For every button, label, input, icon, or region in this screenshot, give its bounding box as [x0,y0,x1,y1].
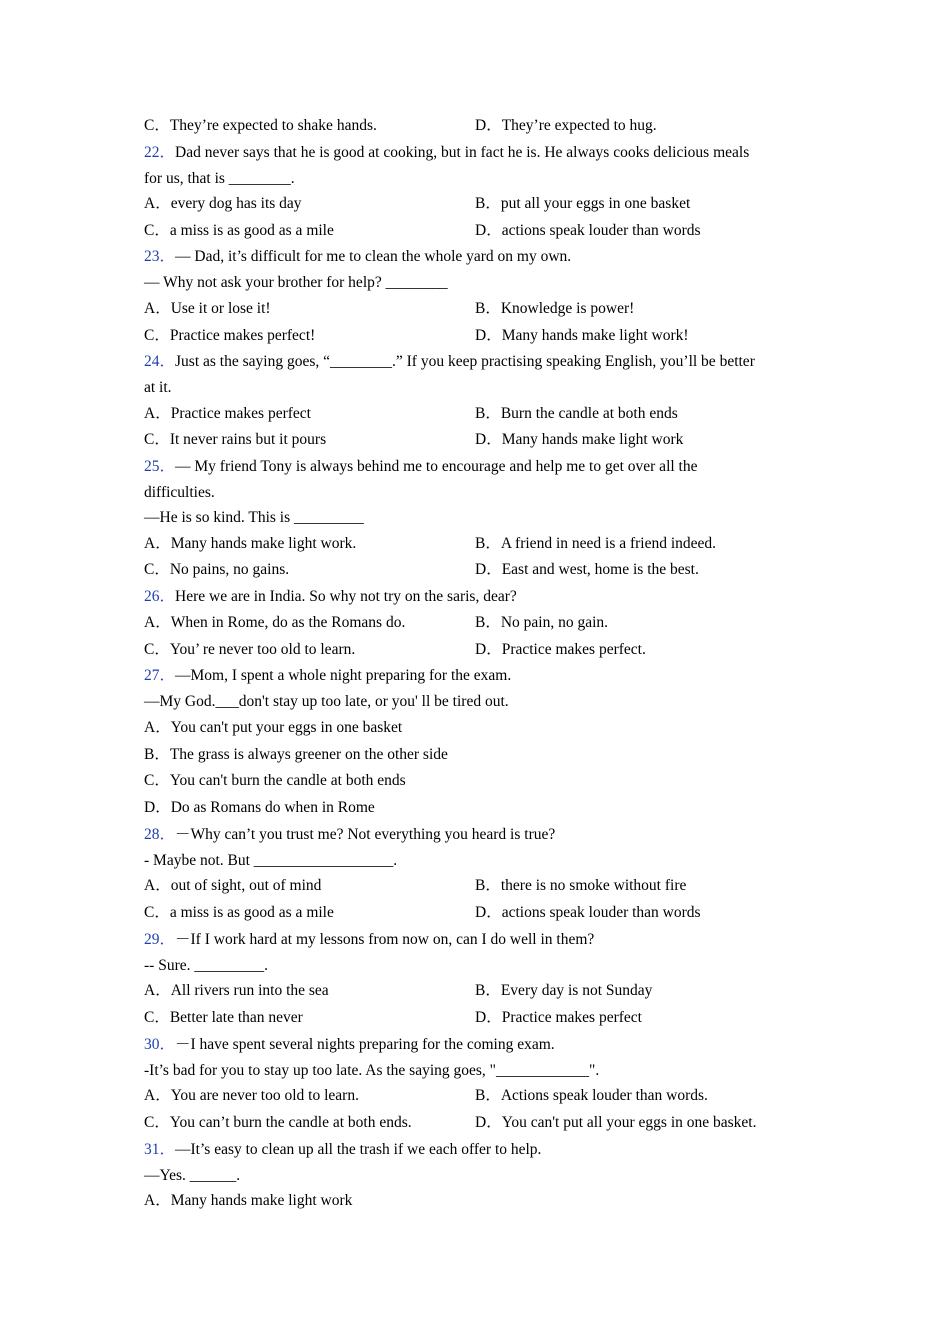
option-b: B．Every day is not Sunday [475,982,653,999]
option-c: C．a miss is as good as a mile [144,904,334,921]
question-stem-line: difficulties. [144,484,215,501]
question-24-stem: 24．Just as the saying goes, “________.” If you keep practising speaking English, you’ll be better [144,353,755,370]
option-c: C．Better late than never [144,1009,303,1026]
option-a: A．Many hands make light work. [144,535,357,552]
option-a: A．Many hands make light work [144,1192,353,1209]
question-23-stem: 23．— Dad, it’s difficult for me to clean the whole yard on my own. [144,248,572,265]
option-d: D．actions speak louder than words [475,904,701,921]
question-number: 26． [144,588,176,605]
option-a: A．out of sight, out of mind [144,877,322,894]
question-number: 31． [144,1141,176,1158]
option-letter: C． [144,117,170,134]
option-b: B．Actions speak louder than words. [475,1087,708,1104]
option-d: D．East and west, home is the best. [475,561,699,578]
option-c: C．You can’t burn the candle at both ends. [144,1114,412,1131]
question-number: 28． [144,826,176,843]
option-a: A．every dog has its day [144,195,302,212]
option-a: A．All rivers run into the sea [144,982,329,999]
option-d: D．Practice makes perfect. [475,641,646,658]
option-a: A．You are never too old to learn. [144,1087,359,1104]
question-29-stem: 29．－If I work hard at my lessons from now on, can I do well in them? [144,931,595,948]
question-stem-line: for us, that is ________. [144,170,295,187]
question-number: 24． [144,353,176,370]
option-a: A．Use it or lose it! [144,300,271,317]
option-text: They’re expected to shake hands. [169,117,377,134]
question-22-stem: 22．Dad never says that he is good at cooking, but in fact he is. He always cooks delicious meals [144,144,750,161]
option-d [475,116,657,136]
question-stem-line: -- Sure. _________. [144,957,268,974]
option-c: C．You can't burn the candle at both ends [144,772,406,789]
question-28-stem: 28．－Why can’t you trust me? Not everything you heard is true? [144,826,556,843]
question-stem-line: —Yes. ______. [144,1167,241,1184]
question-26-stem: 26．Here we are in India. So why not try on the saris, dear? [144,588,517,605]
option-d: D．Many hands make light work! [475,327,689,344]
question-27-stem: 27．—Mom, I spent a whole night preparing for the exam. [144,667,512,684]
option-c: C．No pains, no gains. [144,561,290,578]
option-d: D．You can't put all your eggs in one basket. [475,1114,757,1131]
option-d: D．Many hands make light work [475,431,684,448]
question-stem-line: —He is so kind. This is _________ [144,509,364,526]
question-number: 27． [144,667,176,684]
question-stem-line: - Maybe not. But __________________. [144,852,398,869]
option-d: D．actions speak louder than words [475,222,701,239]
option-c: C．a miss is as good as a mile [144,222,334,239]
option-d: D．Practice makes perfect [475,1009,642,1026]
option-text: They’re expected to hug. [501,117,657,134]
option-b: B．No pain, no gain. [475,614,609,631]
option-b: B．Knowledge is power! [475,300,635,317]
option-d: D．Do as Romans do when in Rome [144,799,375,816]
question-number: 29． [144,931,176,948]
question-number: 22． [144,144,176,161]
option-b: B．put all your eggs in one basket [475,195,691,212]
question-30-stem: 30．－I have spent several nights preparing for the coming exam. [144,1036,555,1053]
option-b: B．The grass is always greener on the other side [144,746,448,763]
option-a: A．You can't put your eggs in one basket [144,719,403,736]
question-stem-line: at it. [144,379,172,396]
question-31-stem: 31．—It’s easy to clean up all the trash if we each offer to help. [144,1141,542,1158]
option-b: B．A friend in need is a friend indeed. [475,535,717,552]
question-stem-line: -It’s bad for you to stay up too late. As the saying goes, "____________". [144,1062,600,1079]
question-stem-line: — Why not ask your brother for help? ________ [144,274,448,291]
question-stem-line: —My God.___don't stay up too late, or you' ll be tired out. [144,693,509,710]
option-a: A．When in Rome, do as the Romans do. [144,614,406,631]
option-b: B．Burn the candle at both ends [475,405,678,422]
question-number: 25． [144,458,176,475]
option-letter: D． [475,117,502,134]
option-c [144,116,377,136]
question-number: 30． [144,1036,176,1053]
option-c: C．Practice makes perfect! [144,327,316,344]
option-a: A．Practice makes perfect [144,405,311,422]
option-c: C．You’ re never too old to learn. [144,641,356,658]
question-25-stem: 25．— My friend Tony is always behind me to encourage and help me to get over all the [144,458,698,475]
option-c: C．It never rains but it pours [144,431,327,448]
option-b: B．there is no smoke without fire [475,877,687,894]
question-number: 23． [144,248,176,265]
